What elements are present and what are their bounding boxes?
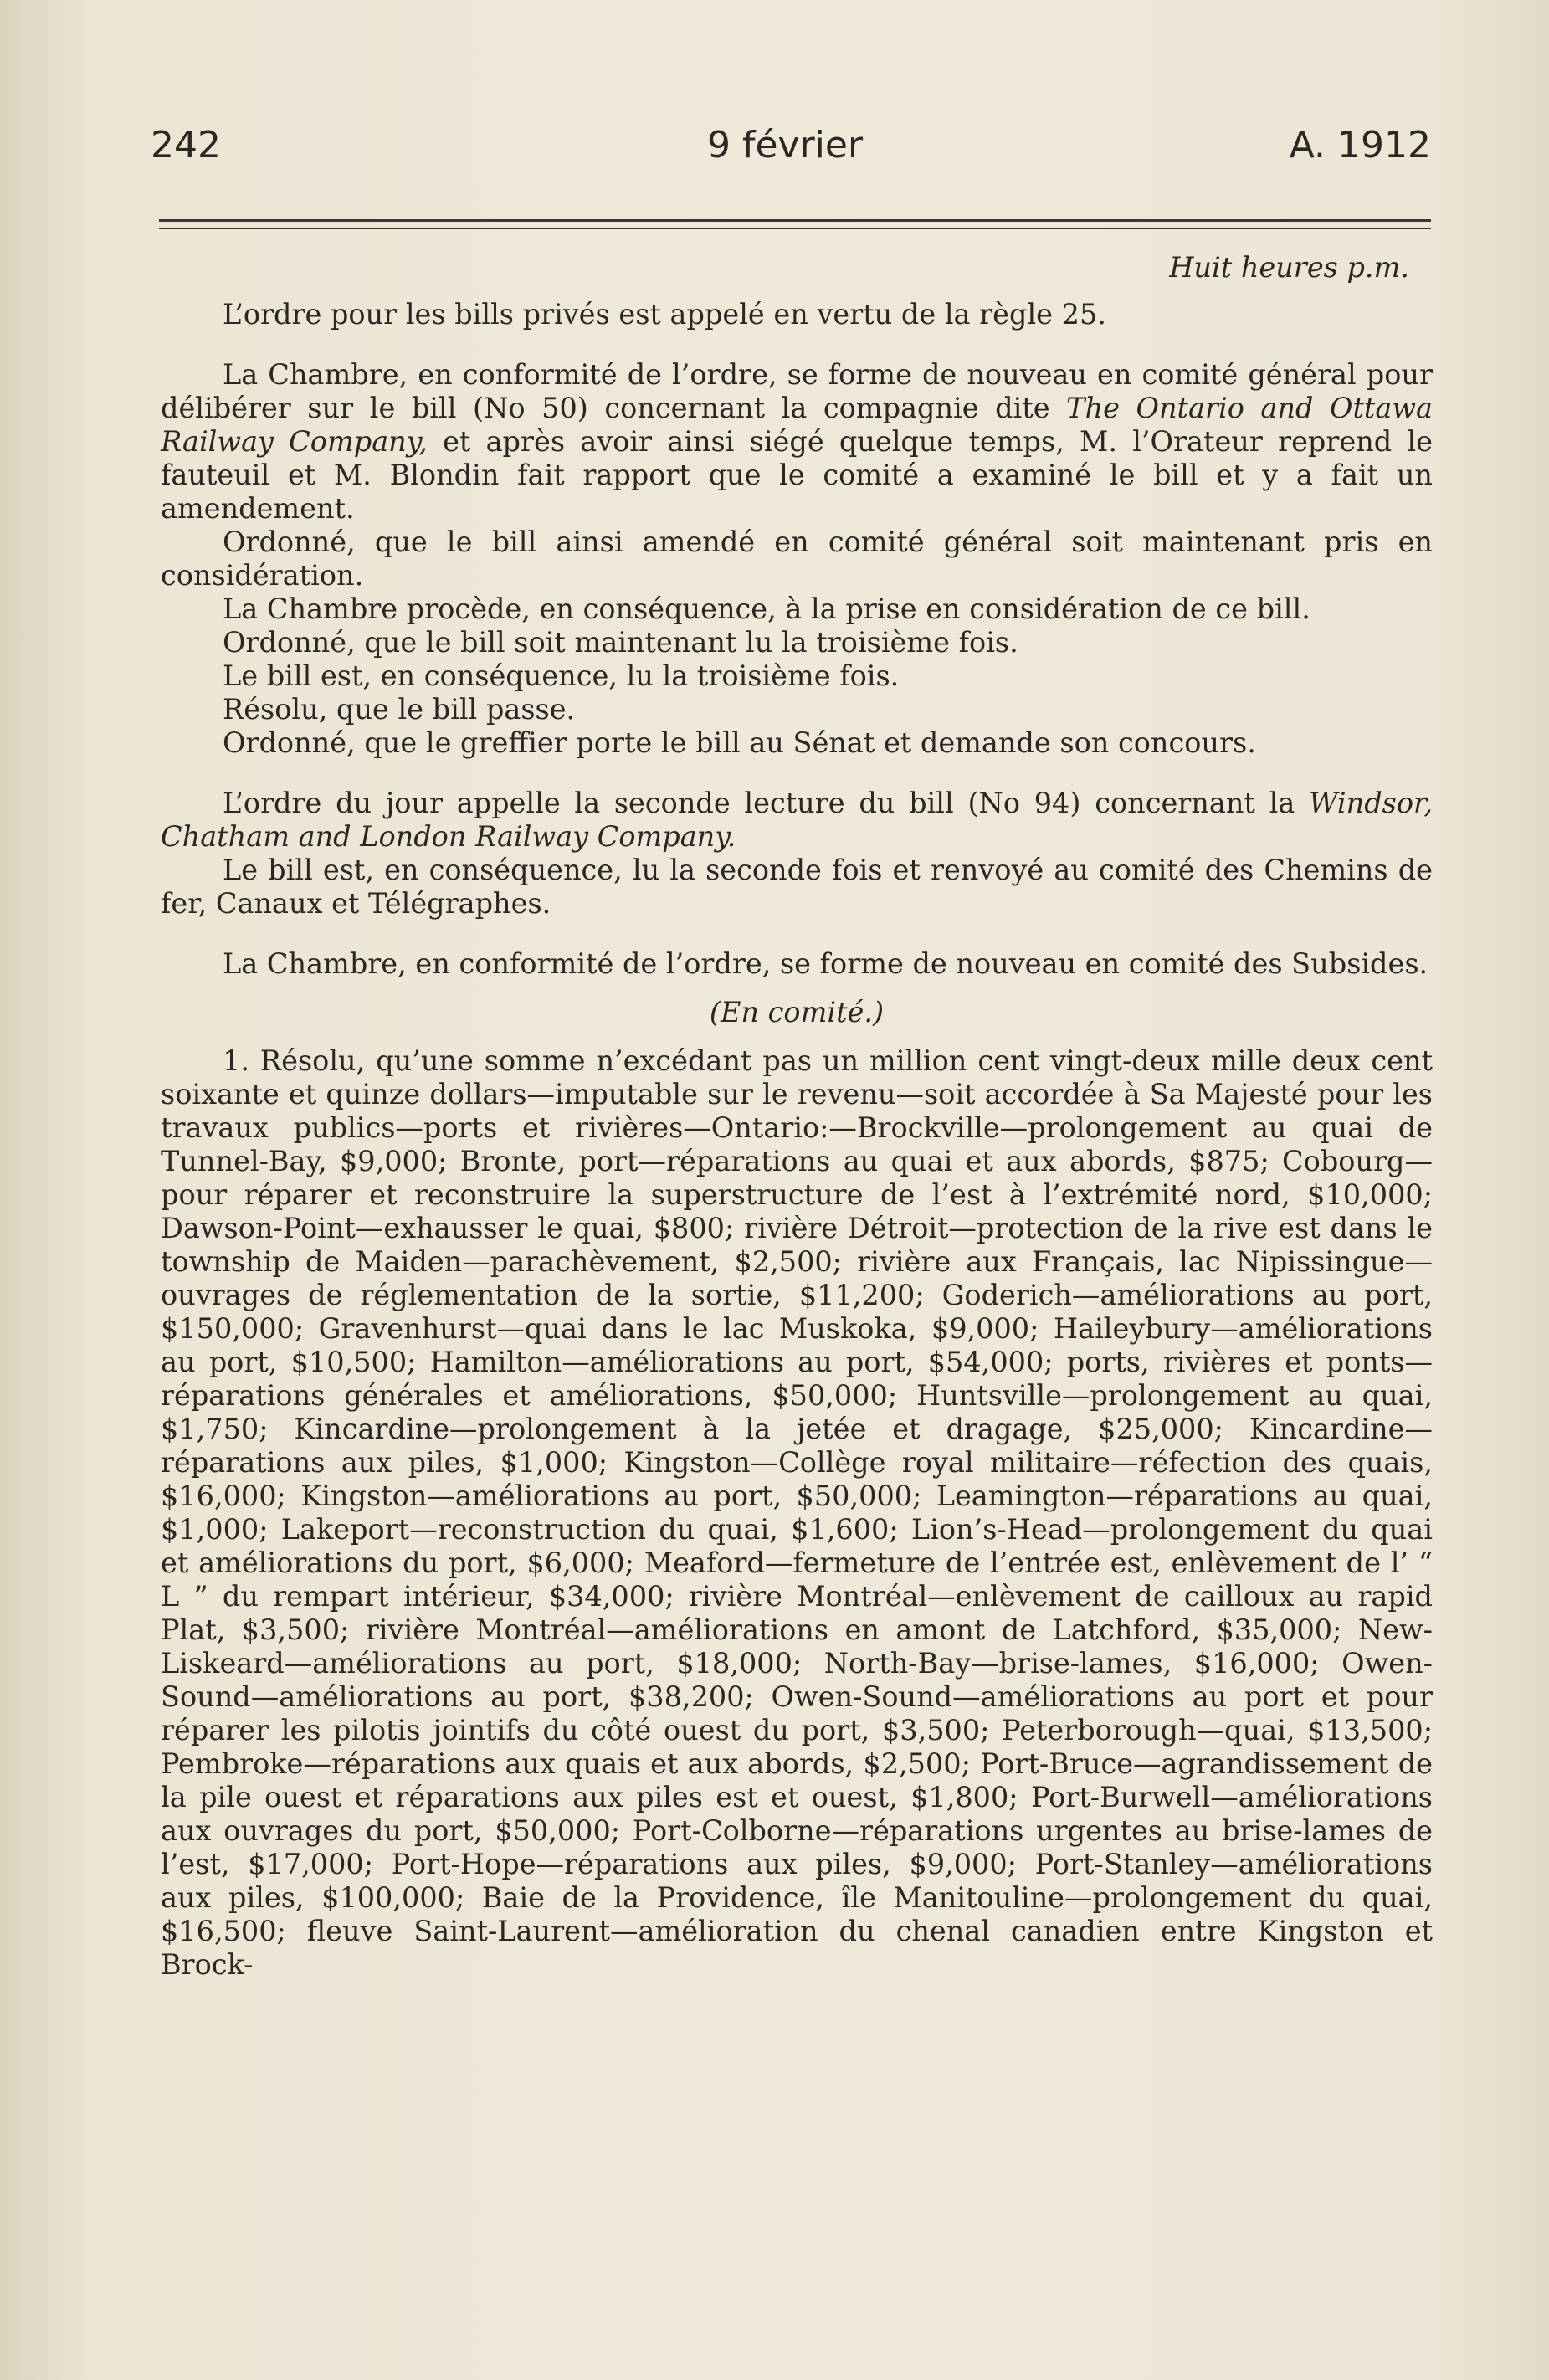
paragraph: La Chambre, en conformité de l’ordre, se forme de nouveau en comité des Subsides. [223,947,1428,980]
paragraph: La Chambre procède, en conséquence, à la prise en considération de ce bill. [223,592,1310,625]
paragraph: La Chambre, en conformité de l’ordre, se forme de nouveau en comité général pour délibérer sur le bill (No 50) concernant la compagnie dite The Ontario and Ottawa Railway Company, et après avoir ainsi siégé quelque temps, M. l’Orateur reprend le fauteuil et M. Blondin fait rapport que le comité a examiné le bill et y a fait un amendement. [161,358,1433,525]
header-rule-top [159,219,1431,222]
paragraph: Le bill est, en conséquence, lu la troisième fois. [223,659,900,692]
page-number: 242 [151,124,221,167]
page-year: A. 1912 [1289,124,1431,167]
paragraph: Ordonné, que le bill ainsi amendé en comité général soit maintenant pris en considération. [161,526,1433,592]
paragraph: Ordonné, que le bill soit maintenant lu la troisième fois. [223,626,1018,659]
document-body [161,251,1433,1982]
paragraph: Résolu, que le bill passe. [223,693,576,726]
paragraph: L’ordre pour les bills privés est appelé en vertu de la règle 25. [223,298,1106,331]
paragraph: Le bill est, en conséquence, lu la seconde fois et renvoyé au comité des Chemins de fer, Canaux et Télégraphes. [161,854,1433,920]
header-rule-bottom [159,228,1431,229]
time-heading: Huit heures p.m. [1169,251,1409,284]
page-date: 9 février [707,124,864,167]
committee-heading: (En comité.) [709,996,885,1028]
paragraph: Ordonné, que le greffier porte le bill au Sénat et demande son concours. [223,726,1256,759]
resolution-paragraph: 1. Résolu, qu’une somme n’excédant pas un million cent vingt-deux mille deux cent soixante et quinze dollars—imputable sur le revenu—soit accordée à Sa Majesté pour les travaux publics—ports et rivières—Ontario:—Brockville—prolongement au quai de Tunnel-Bay, $9,000; Bronte, port—réparations au quai et aux abords, $875; Cobourg—pour réparer et reconstruire la superstructure de l’est à l’extrémité nord, $10,000; Dawson-Point—exhausser le quai, $800; rivière Détroit—protection de la rive est dans le township de Maiden—parachèvement, $2,500; rivière aux Français, lac Nipissingue—ouvrages de réglementation de la sortie, $11,200; Goderich—améliorations au port, $150,000; Gravenhurst—quai dans le lac Muskoka, $9,000; Haileybury—améliorations au port, $10,500; Hamilton—améliorations au port, $54,000; ports, rivières et ponts—réparations générales et améliorations, $50,000; Huntsville—prolongement au quai, $1,750; Kincardine—prolongement à la jetée et dragage, $25,000; Kincardine—réparations aux piles, $1,000; Kingston—Collège royal militaire—réfection des quais, $16,000; Kingston—améliorations au port, $50,000; Leamington—réparations au quai, $1,000; Lakeport—reconstruction du quai, $1,600; Lion’s-Head—prolongement du quai et améliorations du port, $6,000; Meaford—fermeture de l’entrée est, enlèvement de l’ “ L ” du rempart intérieur, $34,000; rivière Montréal—enlèvement de cailloux au rapid Plat, $3,500; rivière Montréal—améliorations en amont de Latchford, $35,000; New-Liskeard—améliorations au port, $18,000; North-Bay—brise-lames, $16,000; Owen-Sound—améliorations au port, $38,200; Owen-Sound—améliorations au port et pour réparer les pilotis jointifs du côté ouest du port, $3,500; Peterborough—quai, $13,500; Pembroke—réparations aux quais et aux abords, $2,500; Port-Bruce—agrandissement de la pile ouest et réparations aux piles est et ouest, $1,800; Port-Burwell—améliorations aux ouvrages du port, $50,000; Port-Colborne—réparations urgentes au brise-lames de l’est, $17,000; Port-Hope—réparations aux piles, $9,000; Port-Stanley—améliorations aux piles, $100,000; Baie de la Providence, île Manitouline—prolongement du quai, $16,500; fleuve Saint-Laurent—amélioration du chenal canadien entre Kingston et Brock- [161,1044,1433,1981]
page-header [151,124,1431,174]
paragraph: L’ordre du jour appelle la seconde lecture du bill (No 94) concernant la Windsor, Chatham and London Railway Company. [161,787,1433,853]
